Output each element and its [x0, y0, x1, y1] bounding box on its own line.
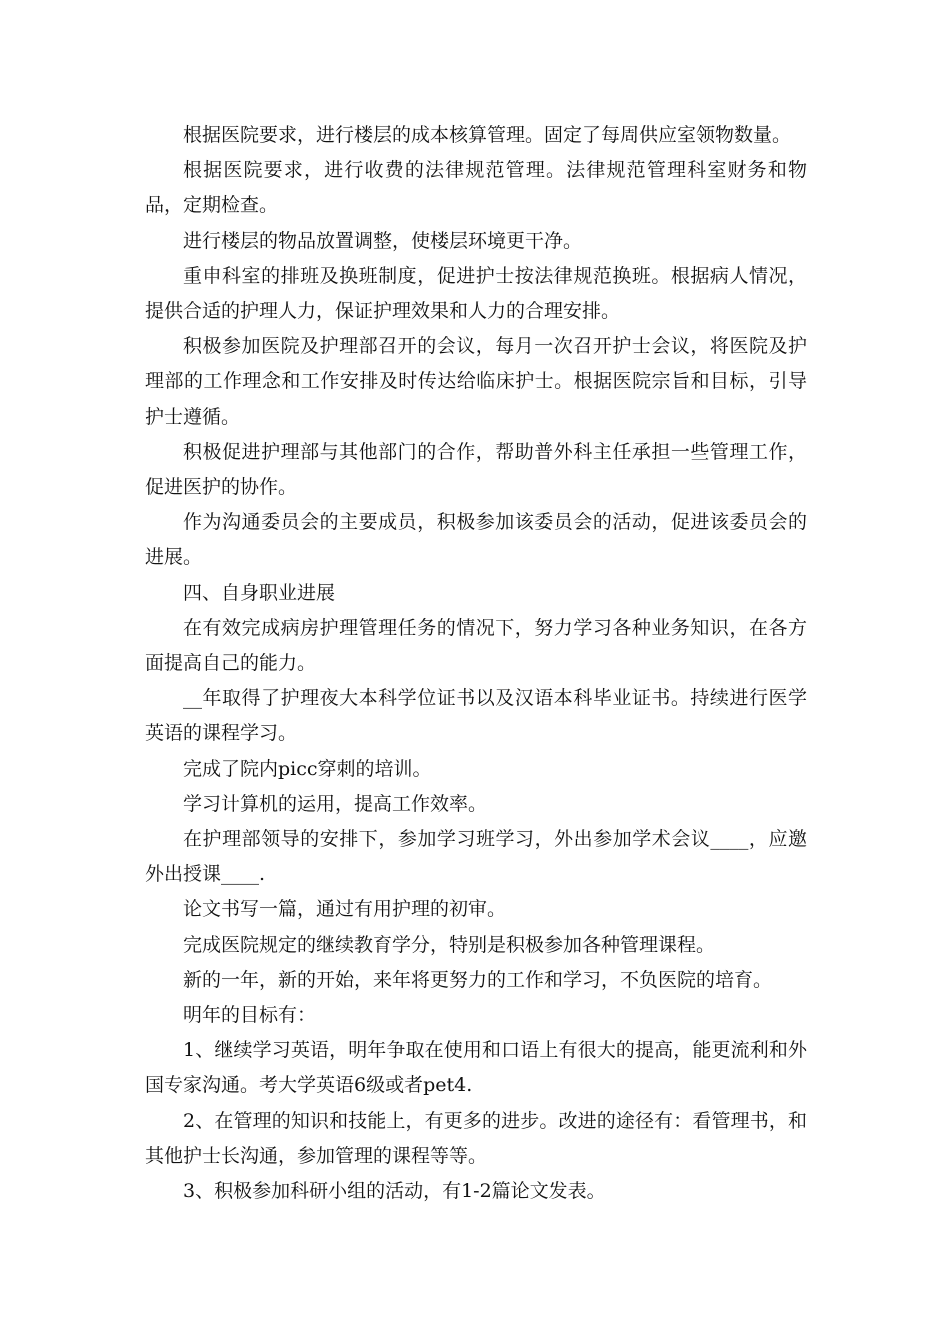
paragraph-thesis: 论文书写一篇，通过有用护理的初审。: [183, 898, 507, 921]
paragraph-conferences: 在护理部领导的安排下，参加学习班学习，外出参加学术会议____，应邀外出授课____.: [145, 828, 807, 886]
section-heading-career-development: 四、自身职业进展: [183, 581, 336, 604]
paragraph-continuing-education: 完成医院规定的继续教育学分，特别是积极参加各种管理课程。: [183, 933, 716, 956]
paragraph-floor-environment: 进行楼层的物品放置调整，使楼层环境更干净。: [183, 229, 583, 252]
goal-item-english: 1、继续学习英语，明年争取在使用和口语上有很大的提高，能更流利和外国专家沟通。考大学英语6级或者pet4.: [145, 1039, 807, 1097]
paragraph-scheduling: 重申科室的排班及换班制度，促进护士按法律规范换班。根据病人情况，提供合适的护理人力，保证护理效果和人力的合理安排。: [145, 264, 807, 323]
paragraph-learning: 在有效完成病房护理管理任务的情况下，努力学习各种业务知识，在各方面提高自己的能力。: [145, 616, 807, 675]
goal-item-management: 2、在管理的知识和技能上，有更多的进步。改进的途径有：看管理书，和其他护士长沟通，参加管理的课程等等。: [145, 1109, 807, 1167]
paragraph-picc-training: 完成了院内picc穿刺的培训。: [183, 757, 432, 780]
paragraph-cooperation: 积极促进护理部与其他部门的合作，帮助普外科主任承担一些管理工作，促进医护的协作。: [145, 440, 807, 499]
goal-item-research: 3、积极参加科研小组的活动，有1-2篇论文发表。: [183, 1180, 606, 1203]
paragraph-certificates: __年取得了护理夜大本科学位证书以及汉语本科毕业证书。持续进行医学英语的课程学习。: [145, 687, 807, 745]
paragraph-meetings: 积极参加医院及护理部召开的会议，每月一次召开护士会议，将医院及护理部的工作理念和工作安排及时传达给临床护士。根据医院宗旨和目标，引导护士遵循。: [145, 335, 807, 428]
paragraph-computer-skills: 学习计算机的运用，提高工作效率。: [183, 792, 488, 815]
paragraph-cost-accounting: 根据医院要求，进行楼层的成本核算管理。固定了每周供应室领物数量。: [183, 124, 792, 146]
paragraph-new-year: 新的一年，新的开始，来年将更努力的工作和学习，不负医院的培育。: [183, 968, 773, 991]
document-body: [145, 118, 807, 1209]
paragraph-committee: 作为沟通委员会的主要成员，积极参加该委员会的活动，促进该委员会的进展。: [145, 511, 807, 569]
paragraph-goals-intro: 明年的目标有：: [183, 1004, 317, 1027]
paragraph-fee-management: 根据医院要求，进行收费的法律规范管理。法律规范管理科室财务和物品，定期检查。: [145, 159, 807, 217]
